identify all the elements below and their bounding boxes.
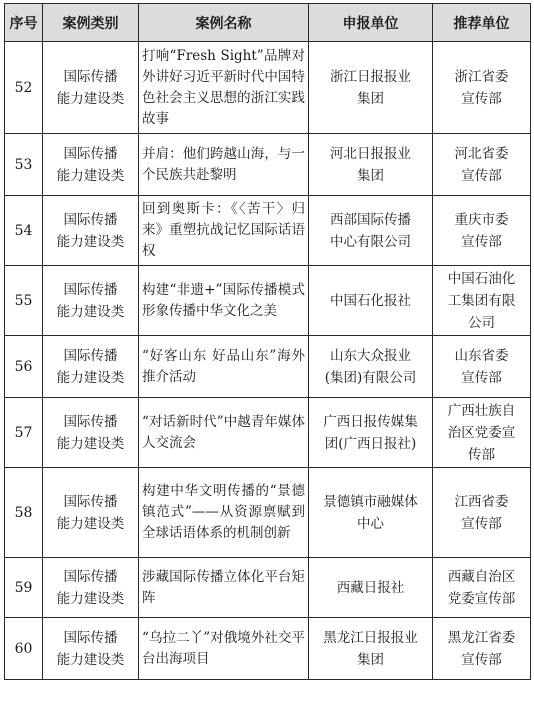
- recommender-cell: 河北省委 宣传部: [433, 134, 531, 196]
- header-case-name: 案例名称: [139, 4, 309, 42]
- table-row: [5, 134, 531, 196]
- recommender-cell: 浙江省委 宣传部: [433, 42, 531, 134]
- table-row: [5, 42, 531, 134]
- case-name-cell: “好客山东 好品山东”海外推介活动: [139, 336, 309, 398]
- header-category: 案例类别: [43, 4, 139, 42]
- category-cell: 国际传播 能力建设类: [43, 336, 139, 398]
- recommender-cell: 广西壮族自 治区党委宣 传部: [433, 398, 531, 468]
- applicant-cell: 浙江日报报业 集团: [309, 42, 433, 134]
- case-name-cell: 打响“Fresh Sight”品牌对外讲好习近平新时代中国特色社会主义思想的浙江实践故事: [139, 42, 309, 134]
- recommender-cell: 黑龙江省委 宣传部: [433, 618, 531, 680]
- serial-cell: 60: [5, 618, 43, 680]
- recommender-cell: 中国石油化 工集团有限 公司: [433, 266, 531, 336]
- table-row: [5, 336, 531, 398]
- applicant-cell: 西部国际传播 中心有限公司: [309, 196, 433, 266]
- category-cell: 国际传播 能力建设类: [43, 266, 139, 336]
- case-name-cell: 并肩：他们跨越山海，与一个民族共赴黎明: [139, 134, 309, 196]
- case-name-cell: “乌拉二丫”对俄境外社交平台出海项目: [139, 618, 309, 680]
- category-cell: 国际传播 能力建设类: [43, 398, 139, 468]
- case-name-cell: “对话新时代”中越青年媒体人交流会: [139, 398, 309, 468]
- recommender-cell: 山东省委 宣传部: [433, 336, 531, 398]
- serial-cell: 55: [5, 266, 43, 336]
- applicant-cell: 山东大众报业 (集团)有限公司: [309, 336, 433, 398]
- category-cell: 国际传播 能力建设类: [43, 42, 139, 134]
- case-name-cell: 涉藏国际传播立体化平台矩阵: [139, 558, 309, 618]
- applicant-cell: 河北日报报业 集团: [309, 134, 433, 196]
- header-row: [5, 4, 531, 42]
- applicant-cell: 景德镇市融媒体 中心: [309, 468, 433, 558]
- serial-cell: 57: [5, 398, 43, 468]
- applicant-cell: 中国石化报社: [309, 266, 433, 336]
- recommender-cell: 西藏自治区 党委宣传部: [433, 558, 531, 618]
- table-row: [5, 266, 531, 336]
- category-cell: 国际传播 能力建设类: [43, 618, 139, 680]
- serial-cell: 54: [5, 196, 43, 266]
- serial-cell: 53: [5, 134, 43, 196]
- recommender-cell: 重庆市委 宣传部: [433, 196, 531, 266]
- table-row: [5, 558, 531, 618]
- table-row: [5, 398, 531, 468]
- table-row: [5, 468, 531, 558]
- recommender-cell: 江西省委 宣传部: [433, 468, 531, 558]
- serial-cell: 59: [5, 558, 43, 618]
- serial-cell: 58: [5, 468, 43, 558]
- table-row: [5, 618, 531, 680]
- applicant-cell: 西藏日报社: [309, 558, 433, 618]
- category-cell: 国际传播 能力建设类: [43, 134, 139, 196]
- header-serial: 序号: [5, 4, 43, 42]
- serial-cell: 52: [5, 42, 43, 134]
- case-name-cell: 构建中华文明传播的“景德镇范式”——从资源禀赋到全球话语体系的机制创新: [139, 468, 309, 558]
- table-body: [5, 42, 531, 680]
- header-applicant: 申报单位: [309, 4, 433, 42]
- applicant-cell: 黑龙江日报报业 集团: [309, 618, 433, 680]
- case-table: [4, 3, 531, 680]
- serial-cell: 56: [5, 336, 43, 398]
- header-recommender: 推荐单位: [433, 4, 531, 42]
- category-cell: 国际传播 能力建设类: [43, 196, 139, 266]
- category-cell: 国际传播 能力建设类: [43, 468, 139, 558]
- case-name-cell: 构建“非遗+”国际传播模式 形象传播中华文化之美: [139, 266, 309, 336]
- table-row: [5, 196, 531, 266]
- case-name-cell: 回到奥斯卡：《〈苦干〉归来》重塑抗战记忆国际话语权: [139, 196, 309, 266]
- category-cell: 国际传播 能力建设类: [43, 558, 139, 618]
- applicant-cell: 广西日报传媒集 团(广西日报社): [309, 398, 433, 468]
